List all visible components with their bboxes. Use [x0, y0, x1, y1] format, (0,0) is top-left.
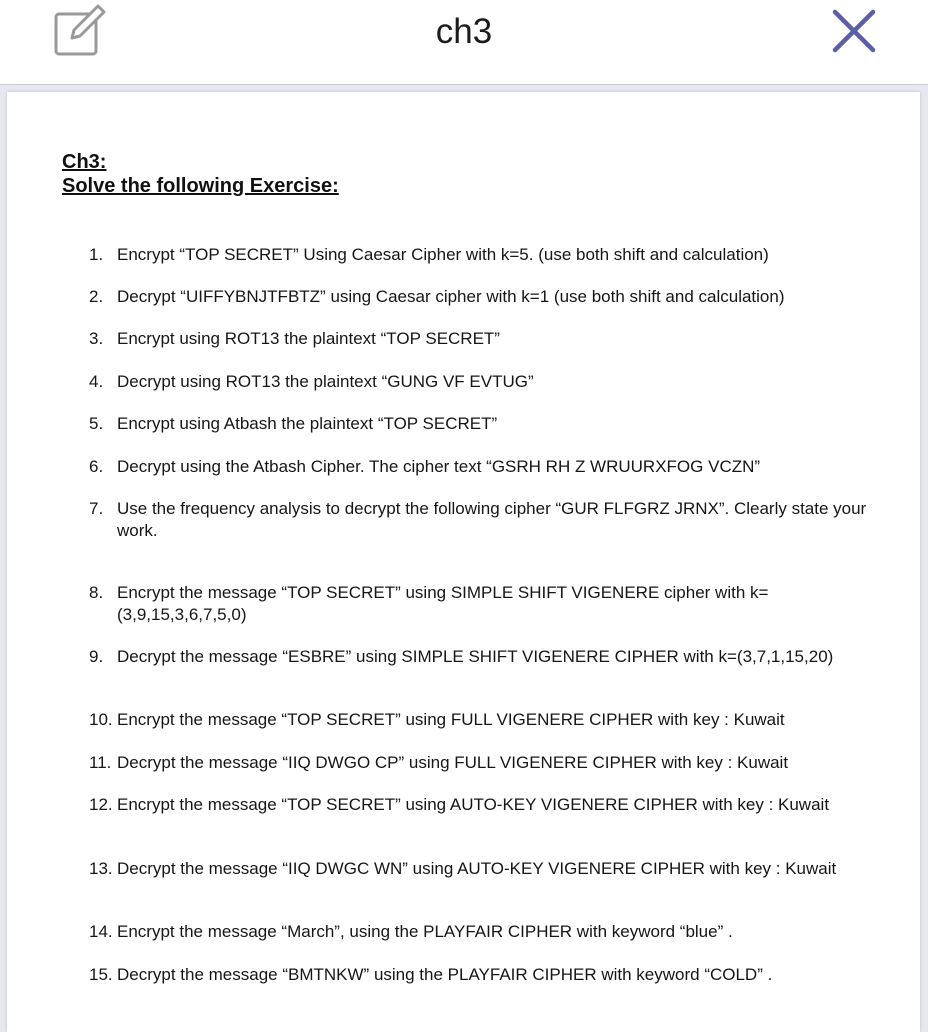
exercise-number: 7.	[89, 499, 104, 518]
exercise-text: Decrypt using the Atbash Cipher. The cipher text “GSRH RH Z WRUURXFOG VCZN”	[117, 457, 761, 476]
exercise-number: 9.	[89, 647, 104, 666]
exercise-text: Decrypt the message “BMTNKW” using the PLAYFAIR CIPHER with keyword “COLD” .	[117, 965, 773, 984]
exercise-text: Decrypt using ROT13 the plaintext “GUNG VF EVTUG”	[117, 372, 534, 391]
exercise-text: Encrypt the message “TOP SECRET” using FULL VIGENERE CIPHER with key : Kuwait	[117, 710, 785, 729]
chapter-heading: Ch3:	[62, 151, 107, 173]
exercise-number: 2.	[89, 287, 104, 306]
exercise-number: 6.	[89, 457, 104, 476]
exercise-text: Encrypt the message “March”, using the PLAYFAIR CIPHER with keyword “blue” .	[117, 922, 733, 941]
exercise-text: Decrypt the message “IIQ DWGO CP” using FULL VIGENERE CIPHER with key : Kuwait	[117, 753, 789, 772]
exercise-text: Encrypt using ROT13 the plaintext “TOP SECRET”	[117, 329, 500, 348]
exercise-number: 10.	[89, 710, 113, 729]
exercise-text: Decrypt the message “IIQ DWGC WN” using AUTO-KEY VIGENERE CIPHER with key : Kuwait	[117, 859, 837, 878]
exercise-text: Decrypt the message “ESBRE” using SIMPLE SHIFT VIGENERE CIPHER with k=(3,7,1,15,20)	[117, 647, 834, 666]
top-bar	[0, 0, 928, 85]
document-page	[7, 92, 920, 1032]
exercise-number: 5.	[89, 414, 104, 433]
exercise-text: Use the frequency analysis to decrypt the following cipher “GUR FLFGRZ JRNX”. Clearly state your work.	[117, 499, 867, 540]
exercise-number: 15.	[89, 965, 113, 984]
exercise-number: 13.	[89, 859, 113, 878]
page-title: ch3	[435, 12, 493, 51]
exercise-text: Decrypt “UIFFYBNJTFBTZ” using Caesar cipher with k=1 (use both shift and calculation)	[117, 287, 785, 306]
exercise-heading: Solve the following Exercise:	[62, 175, 339, 197]
exercise-number: 3.	[89, 329, 104, 348]
exercise-text: Encrypt the message “TOP SECRET” using SIMPLE SHIFT VIGENERE cipher with k=(3,9,15,3,6,7,5,0)	[117, 583, 769, 624]
exercise-number: 4.	[89, 372, 104, 391]
exercise-text: Encrypt “TOP SECRET” Using Caesar Cipher with k=5. (use both shift and calculation)	[117, 245, 769, 264]
exercise-number: 12.	[89, 795, 113, 814]
exercise-text: Encrypt using Atbash the plaintext “TOP SECRET”	[117, 414, 498, 433]
exercise-number: 11.	[89, 753, 112, 772]
exercise-number: 14.	[89, 922, 113, 941]
exercise-number: 8.	[89, 583, 104, 602]
exercise-number: 1.	[89, 245, 104, 264]
close-icon[interactable]	[826, 6, 880, 58]
exercise-text: Encrypt the message “TOP SECRET” using AUTO-KEY VIGENERE CIPHER with key : Kuwait	[117, 795, 830, 814]
